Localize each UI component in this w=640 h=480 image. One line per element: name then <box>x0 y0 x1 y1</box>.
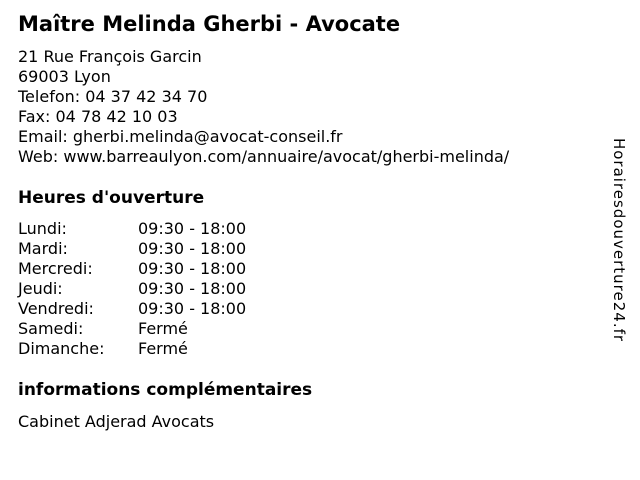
hours-row-saturday <box>18 319 595 339</box>
additional-info-heading: informations complémentaires <box>18 380 313 401</box>
hours-row-wednesday <box>18 259 595 279</box>
day-hours: Fermé <box>138 319 188 339</box>
day-label: Mercredi: <box>18 259 93 279</box>
opening-hours-heading: Heures d'ouverture <box>18 188 205 209</box>
site-watermark: Horairesdouverture24.fr <box>610 137 628 343</box>
opening-hours-table <box>18 219 595 359</box>
hours-row-thursday <box>18 279 595 299</box>
day-label: Lundi: <box>18 219 67 239</box>
fax-label: Fax: <box>18 107 51 127</box>
web-value: www.barreaulyon.com/annuaire/avocat/gherbi-melinda/ <box>63 147 510 167</box>
day-hours: 09:30 - 18:00 <box>138 259 247 279</box>
hours-row-friday <box>18 299 595 319</box>
hours-row-tuesday <box>18 239 595 259</box>
day-hours: 09:30 - 18:00 <box>138 279 247 299</box>
fax-value: 04 78 42 10 03 <box>55 107 178 127</box>
day-hours: 09:30 - 18:00 <box>138 299 247 319</box>
fax-line <box>18 107 595 127</box>
day-hours: 09:30 - 18:00 <box>138 219 247 239</box>
phone-value: 04 37 42 34 70 <box>85 87 208 107</box>
hours-row-monday <box>18 219 595 239</box>
day-label: Mardi: <box>18 239 68 259</box>
hours-row-sunday <box>18 339 595 359</box>
day-label: Dimanche: <box>18 339 105 359</box>
email-value: gherbi.melinda@avocat-conseil.fr <box>72 127 343 147</box>
day-hours: 09:30 - 18:00 <box>138 239 247 259</box>
web-label: Web: <box>18 147 59 167</box>
address-line-2: 69003 Lyon <box>18 67 111 87</box>
day-hours: Fermé <box>138 339 188 359</box>
day-label: Vendredi: <box>18 299 94 319</box>
web-line <box>18 147 595 167</box>
day-label: Jeudi: <box>18 279 63 299</box>
main-content <box>18 12 595 432</box>
page-title: Maître Melinda Gherbi - Avocate <box>18 12 401 36</box>
email-line <box>18 127 595 147</box>
phone-line <box>18 87 595 107</box>
additional-info-text: Cabinet Adjerad Avocats <box>18 411 215 431</box>
address-line-1: 21 Rue François Garcin <box>18 47 202 67</box>
day-label: Samedi: <box>18 319 84 339</box>
contact-block <box>18 47 595 167</box>
email-label: Email: <box>18 127 68 147</box>
phone-label: Telefon: <box>18 87 81 107</box>
